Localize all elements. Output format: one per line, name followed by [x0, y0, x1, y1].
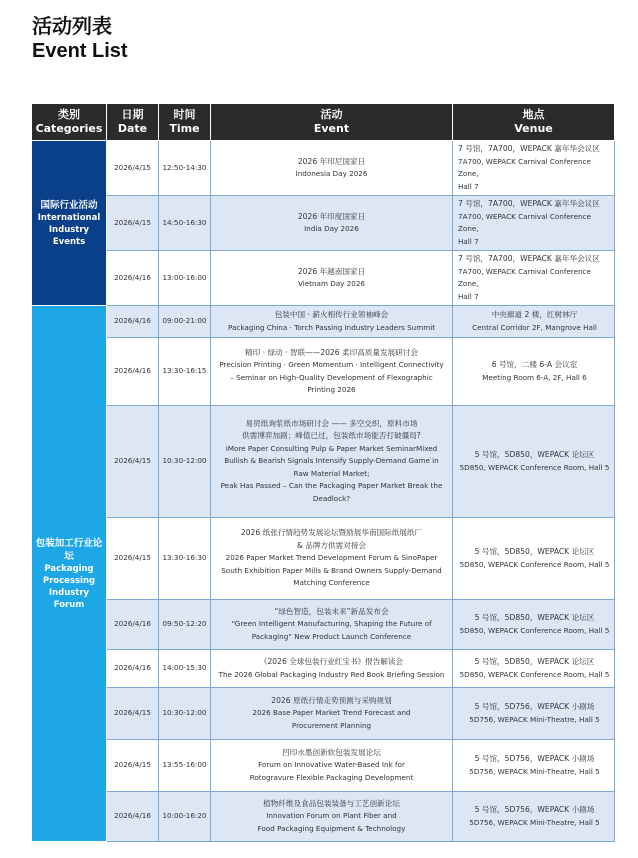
venue-line: 5 号馆，5D756，WEPACK 小剧场 [474, 702, 595, 711]
category-en: Packaging Processing Industry Forum [42, 563, 96, 610]
category-en: International Industry Events [37, 212, 101, 247]
event-line: Peak Has Passed – Can the Packaging Paper Market Break the [220, 481, 443, 491]
event-line: 供需博弈加剧；峰值已过，包装纸市场能否打破僵局? [242, 431, 421, 441]
event-cell [211, 792, 453, 842]
event-line: 凹印水墨创新软包装发展论坛 [282, 747, 381, 757]
venue-line: Hall 7 [458, 236, 479, 246]
event-line: Matching Conference [293, 578, 370, 588]
venue-line: 5 号馆，5D850，WEPACK 论坛区 [474, 613, 595, 622]
time-cell: 14:00-15:30 [159, 650, 211, 688]
date-cell: 2026/4/15 [107, 518, 159, 600]
date-cell: 2026/4/15 [107, 740, 159, 792]
event-line: 包装中国 · 薪火相传行业领袖峰会 [274, 310, 389, 319]
table-row [32, 600, 615, 650]
venue-cell [453, 251, 615, 306]
venue-line: 5 号馆，5D850，WEPACK 论坛区 [474, 450, 595, 459]
venue-cell [453, 306, 615, 338]
event-cell [211, 338, 453, 406]
header-category: 类别 Categories [32, 104, 107, 141]
event-line: Forum on Innovative Water-Based Ink for [258, 760, 405, 770]
event-line: 精印 · 绿动 · 智联——2026 柔印高质量发展研讨会 [245, 347, 418, 357]
venue-line: 5D756, WEPACK Mini-Theatre, Hall 5 [469, 817, 600, 827]
table-row [32, 406, 615, 518]
event-line: iMore Paper Consulting Pulp & Paper Market SeminarMixed [225, 443, 438, 453]
event-line: Procurement Planning [291, 720, 372, 730]
event-line: 2026 年印度国家日 [297, 211, 366, 221]
venue-cell [453, 338, 615, 406]
page-title-en: Event List [32, 40, 128, 62]
venue-line: 5D850, WEPACK Conference Room, Hall 5 [459, 462, 610, 472]
venue-line: Hall 7 [458, 181, 479, 191]
header-venue: 地点 Venue [453, 104, 615, 141]
event-cell [211, 306, 453, 338]
date-cell: 2026/4/16 [107, 251, 159, 306]
venue-cell [453, 600, 615, 650]
event-cell [211, 740, 453, 792]
time-cell: 10:30-12:00 [159, 688, 211, 740]
event-cell [211, 688, 453, 740]
event-line: 2026 Base Paper Market Trend Forecast and [252, 708, 411, 718]
event-line: The 2026 Global Packaging Industry Red Book Briefing Session [218, 669, 445, 679]
venue-line: 7 号馆，7A700，WEPACK 嘉年华会议区 [458, 199, 600, 208]
venue-cell [453, 406, 615, 518]
event-line: “绿色智造，包装未来”新品发布会 [274, 606, 389, 616]
table-row [32, 740, 615, 792]
venue-cell [453, 792, 615, 842]
event-cell [211, 518, 453, 600]
header-date: 日期 Date [107, 104, 159, 141]
time-cell: 13:30-16:30 [159, 518, 211, 600]
category-zh: 包装加工行业论坛 [35, 537, 103, 562]
event-line: “Green Intelligent Manufacturing, Shaping the Future of [231, 619, 432, 629]
table-row [32, 251, 615, 306]
header-event: 活动 Event [211, 104, 453, 141]
category-cell [32, 141, 107, 306]
event-line: & 品牌方供需对接会 [296, 540, 367, 550]
date-cell: 2026/4/15 [107, 406, 159, 518]
event-cell [211, 650, 453, 688]
event-line: 易贸纸询浆纸市场研讨会 —— 多空交织，原料市场 [245, 418, 418, 428]
table-row [32, 688, 615, 740]
event-line: Innovation Forum on Plant Fiber and [266, 811, 397, 821]
venue-line: 7 号馆，7A700，WEPACK 嘉年华会议区 [458, 254, 600, 263]
time-cell: 14:50-16:30 [159, 196, 211, 251]
venue-line: 5D756, WEPACK Mini-Theatre, Hall 5 [469, 766, 600, 776]
event-line: Rotogravure Flexible Packaging Development [249, 772, 414, 782]
venue-line: Hall 7 [458, 291, 479, 301]
date-cell: 2026/4/16 [107, 306, 159, 338]
event-line: Vietnam Day 2026 [297, 279, 365, 288]
event-table [31, 103, 615, 842]
venue-line: 5D850, WEPACK Conference Room, Hall 5 [459, 559, 610, 569]
event-line: 植物纤维及食品包装装备与工艺创新论坛 [263, 798, 400, 808]
event-cell [211, 141, 453, 196]
time-cell: 10:00-16:20 [159, 792, 211, 842]
page-title-zh: 活动列表 [32, 14, 112, 38]
event-line: Precision Printing · Green Momentum · Intelligent Connectivity [219, 360, 444, 369]
time-cell: 09:50-12:20 [159, 600, 211, 650]
event-line: 《2026 全球包装行业红宝书》报告解读会 [259, 657, 404, 666]
date-cell: 2026/4/16 [107, 600, 159, 650]
time-cell: 12:50-14:30 [159, 141, 211, 196]
venue-line: 5 号馆，5D850，WEPACK 论坛区 [474, 657, 595, 666]
event-line: – Seminar on High-Quality Development of Flexographic [230, 372, 433, 382]
venue-line: 5 号馆，5D756，WEPACK 小剧场 [474, 754, 595, 763]
event-line: Food Packaging Equipment & Technology [257, 823, 406, 833]
venue-cell [453, 518, 615, 600]
event-cell [211, 406, 453, 518]
event-cell [211, 600, 453, 650]
date-cell: 2026/4/16 [107, 792, 159, 842]
event-line: South Exhibition Paper Mills & Brand Owners Supply-Demand [221, 565, 442, 575]
venue-line: 7 号馆，7A700，WEPACK 嘉年华会议区 [458, 144, 600, 153]
event-line: 2026 原纸行情走势预测与采购规划 [271, 695, 392, 705]
time-cell: 10:30-12:00 [159, 406, 211, 518]
venue-line: 5 号馆，5D850，WEPACK 论坛区 [474, 547, 595, 556]
event-line: Packaging” New Product Launch Conference [251, 631, 412, 641]
time-cell: 13:00-16:00 [159, 251, 211, 306]
venue-cell [453, 740, 615, 792]
event-cell [211, 251, 453, 306]
table-header-row [32, 104, 615, 141]
venue-line: 7A700, WEPACK Carnival Conference Zone, [458, 156, 591, 178]
table-row [32, 792, 615, 842]
table-row [32, 306, 615, 338]
table-row [32, 650, 615, 688]
date-cell: 2026/4/16 [107, 338, 159, 406]
event-line: India Day 2026 [304, 224, 359, 233]
event-line: 2026 年越南国家日 [297, 266, 366, 276]
venue-cell [453, 688, 615, 740]
table-row [32, 338, 615, 406]
venue-cell [453, 650, 615, 688]
event-line: Printing 2026 [307, 385, 356, 394]
venue-line: 7A700, WEPACK Carnival Conference Zone, [458, 266, 591, 288]
table-row [32, 196, 615, 251]
table-row [32, 518, 615, 600]
date-cell: 2026/4/15 [107, 196, 159, 251]
venue-line: 5D850, WEPACK Conference Room, Hall 5 [459, 669, 610, 679]
time-cell: 13:55-16:00 [159, 740, 211, 792]
category-zh: 国际行业活动 [40, 199, 98, 211]
date-cell: 2026/4/15 [107, 141, 159, 196]
venue-cell [453, 141, 615, 196]
venue-line: 5 号馆，5D756，WEPACK 小剧场 [474, 805, 595, 814]
venue-line: Central Corridor 2F, Mangrove Hall [472, 322, 597, 332]
event-line: Deadlock? [312, 493, 351, 503]
event-line: Bullish & Bearish Signals Intensify Supply-Demand Game in [224, 456, 439, 466]
venue-cell [453, 196, 615, 251]
event-line: 2026 年印尼国家日 [297, 156, 366, 166]
venue-line: Meeting Room 6-A, 2F, Hall 6 [482, 372, 587, 382]
date-cell: 2026/4/16 [107, 650, 159, 688]
venue-line: 6 号馆，二楼 6-A 会议室 [491, 360, 578, 369]
event-cell [211, 196, 453, 251]
time-cell: 13:30-16:15 [159, 338, 211, 406]
venue-line: 5D850, WEPACK Conference Room, Hall 5 [459, 625, 610, 635]
event-line: Packaging China · Torch Passing Industry Leaders Summit [227, 322, 436, 332]
event-line: Indonesia Day 2026 [295, 169, 368, 178]
category-cell [32, 306, 107, 842]
time-cell: 09:00-21:00 [159, 306, 211, 338]
date-cell: 2026/4/15 [107, 688, 159, 740]
event-line: 2026 Paper Market Trend Development Forum & SinoPaper [225, 553, 438, 563]
venue-line: 中央廊道 2 楼，红树林厅 [491, 310, 578, 319]
table-row [32, 141, 615, 196]
event-line: Raw Material Market; [293, 468, 370, 478]
venue-line: 5D756, WEPACK Mini-Theatre, Hall 5 [469, 714, 600, 724]
venue-line: 7A700, WEPACK Carnival Conference Zone, [458, 211, 591, 233]
header-time: 时间 Time [159, 104, 211, 141]
event-line: 2026 纸张行情趋势发展论坛暨励展华南国际纸展纸厂 [240, 528, 423, 538]
